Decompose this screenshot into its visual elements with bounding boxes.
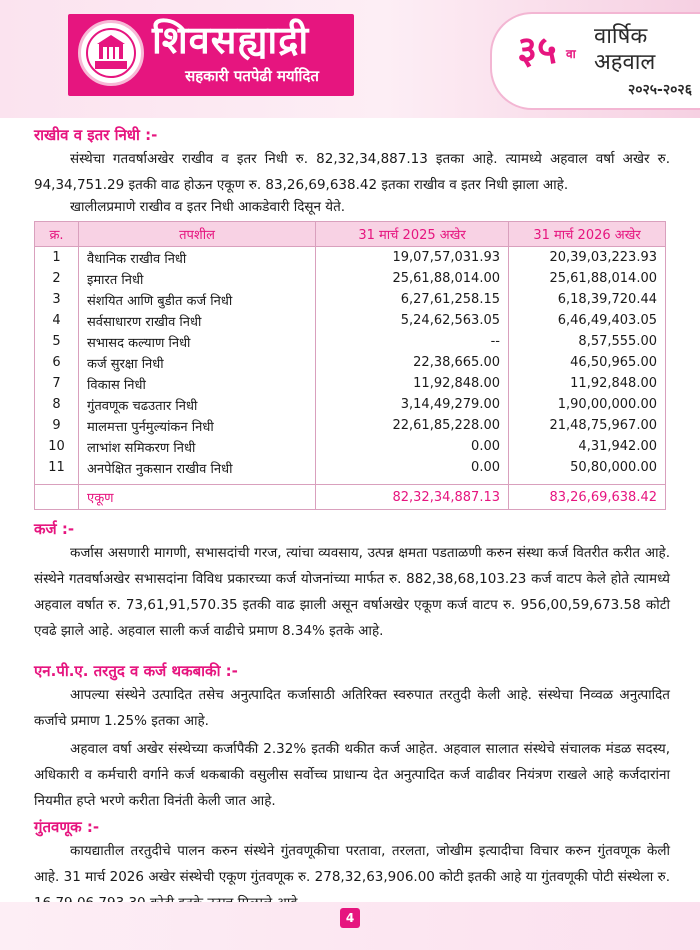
reserves-paragraph-2 [34,194,670,220]
table-row [35,331,666,352]
row-sr: 8 [35,394,79,415]
row-amount-2026: 11,92,848.00 [509,373,666,394]
brand-subtitle: सहकारी पतपेढी मर्यादित [185,67,319,85]
row-sr: 11 [35,457,79,485]
row-sr: 2 [35,268,79,289]
row-amount-2026: 46,50,965.00 [509,352,666,373]
investment-paragraph [34,838,670,894]
table-row [35,247,666,269]
npa-paragraph-2 [34,736,670,816]
row-amount-2025: 11,92,848.00 [316,373,509,394]
row-amount-2025: 19,07,57,031.93 [316,247,509,269]
row-amount-2026: 4,31,942.00 [509,436,666,457]
table-row [35,373,666,394]
row-amount-2026: 6,18,39,720.44 [509,289,666,310]
table-row [35,289,666,310]
row-sr: 6 [35,352,79,373]
loans-paragraph-text: कर्जास असणारी मागणी, सभासदांची गरज, त्यांचा व्यवसाय, उत्पन्न क्षमता पडताळणी करुन संस्था कर्ज वितरीत करीत आहे. संस्थेने गतवर्षाअखेर सभासदांना विविध प्रकारच्या कर्ज योजनांच्या मार्फत रु. 882,38,68,103.23 कर्ज वाटप केले होते त्यामध्ये अहवाल वर्षात रु. 73,61,91,570.35 इतकी वाढ झाली असून वर्षाअखेर एकूण कर्ज वाटप रु. 956,00,59,673.58 कोटी एवढे झाले आहे. अहवाल साली कर्ज वाढीचे प्रमाण 8.34% इतके आहे. [34,545,670,639]
row-sr: 3 [35,289,79,310]
seal-icon [78,20,144,86]
row-amount-2025: 6,27,61,258.15 [316,289,509,310]
reserves-paragraph-1-text: संस्थेचा गतवर्षाअखेर राखीव व इतर निधी रु. 82,32,34,887.13 इतका आहे. त्यामध्ये अहवाल वर्षा अखेर रु. 94,34,751.29 इतकी वाढ होऊन एकूण रु. 83,26,69,638.42 इतका राखीव व इतर निधी झाला आहे. [34,151,670,193]
row-detail: वैधानिक राखीव निधी [79,247,316,269]
table-total-row [35,485,666,510]
row-amount-2025: 0.00 [316,457,509,485]
row-sr: 5 [35,331,79,352]
investment-paragraph-text: कायद्यातील तरतुदीचे पालन करुन संस्थेने गुंतवणूकीचा परतावा, तरलता, जोखीम इत्यादीचा विचार करुन गुंतवणूक केली आहे. 31 मार्च 2026 अखेर संस्थेची एकूण गुंतवणूक रु. 278,32,63,906.00 कोटी इतकी आहे या गुंतवणूकी पोटी संस्थेला रु. [34,843,670,885]
table-row [35,268,666,289]
row-amount-2026: 21,48,75,967.00 [509,415,666,436]
row-detail: सर्वसाधारण राखीव निधी [79,310,316,331]
row-detail: लाभांश समिकरण निधी [79,436,316,457]
reserves-table [34,221,666,510]
row-amount-2026: 1,90,00,000.00 [509,394,666,415]
table-row [35,436,666,457]
row-amount-2025: 3,14,49,279.00 [316,394,509,415]
npa-heading: एन.पी.ए. तरतुद व कर्ज थकबाकी :- [34,662,238,680]
investment-heading: गुंतवणूक :- [34,818,100,836]
total-2025: 82,32,34,887.13 [316,485,509,510]
row-sr: 7 [35,373,79,394]
row-amount-2026: 50,80,000.00 [509,457,666,485]
row-amount-2025: -- [316,331,509,352]
npa-paragraph-1 [34,682,670,734]
npa-paragraph-1-text: आपल्या संस्थेने उत्पादित तसेच अनुत्पादित कर्जासाठी अतिरिक्त स्वरुपात तरतुदी केली आहे. संस्थेचा निव्वळ अनुत्पादित कर्जाचे प्रमाण 1.25% इतका आहे. [34,687,670,729]
table-row [35,394,666,415]
table-row [35,457,666,485]
row-amount-2025: 22,61,85,228.00 [316,415,509,436]
header-2025: 31 मार्च 2025 अखेर [316,222,509,247]
edition-number: ३५ [517,28,557,72]
page-header [0,0,700,118]
row-amount-2026: 6,46,49,403.05 [509,310,666,331]
row-amount-2026: 20,39,03,223.93 [509,247,666,269]
row-sr: 4 [35,310,79,331]
table-row [35,310,666,331]
header-2026: 31 मार्च 2026 अखेर [509,222,666,247]
row-amount-2025: 25,61,88,014.00 [316,268,509,289]
row-sr: 10 [35,436,79,457]
table-row [35,352,666,373]
table-row [35,415,666,436]
loans-paragraph [34,540,670,650]
row-amount-2026: 8,57,555.00 [509,331,666,352]
report-title-line1: वार्षिक [594,24,648,49]
row-sr: 1 [35,247,79,269]
total-2026: 83,26,69,638.42 [509,485,666,510]
page-number: 4 [340,908,360,928]
row-amount-2025: 0.00 [316,436,509,457]
report-title-line2: अहवाल [594,50,656,75]
reserves-heading: राखीव व इतर निधी :- [34,126,158,144]
table-header-row [35,222,666,247]
table-body [35,247,666,510]
total-label: एकूण [79,485,316,510]
reserves-paragraph-1 [34,146,670,196]
row-amount-2025: 5,24,62,563.05 [316,310,509,331]
row-detail: कर्ज सुरक्षा निधी [79,352,316,373]
total-sr [35,485,79,510]
row-detail: गुंतवणूक चढउतार निधी [79,394,316,415]
report-year: २०२५-२०२६ [627,82,692,98]
header-sr: क्र. [35,222,79,247]
row-amount-2026: 25,61,88,014.00 [509,268,666,289]
header-details: तपशील [79,222,316,247]
loans-heading: कर्ज :- [34,520,75,538]
row-detail: विकास निधी [79,373,316,394]
edition-suffix: वा [566,47,576,61]
row-detail: मालमत्ता पुर्नमुल्यांकन निधी [79,415,316,436]
row-detail: सभासद कल्याण निधी [79,331,316,352]
reserves-paragraph-2-text: खालीलप्रमाणे राखीव व इतर निधी आकडेवारी दिसून येते. [70,199,346,215]
row-detail: संशयित आणि बुडीत कर्ज निधी [79,289,316,310]
row-detail: इमारत निधी [79,268,316,289]
row-detail: अनपेक्षित नुकसान राखीव निधी [79,457,316,485]
npa-paragraph-2-text: अहवाल वर्षा अखेर संस्थेच्या कर्जापैकी 2.32% इतकी थकीत कर्ज आहेत. अहवाल सालात संस्थेचे संचालक मंडळ सदस्य, अधिकारी व कर्मचारी वर्गाने कर्ज थकबाकी वसुलीस सर्वोच्च प्राधान्य देत अनुत्पादित कर्ज वाढीवर नियंत्रण राखले आहे कर्जदारांना नियमीत हप्ते भरणे करीता विनंती केली जात आहे. [34,741,670,809]
row-sr: 9 [35,415,79,436]
row-amount-2025: 22,38,665.00 [316,352,509,373]
brand-name: शिवसह्याद्री [152,18,310,62]
